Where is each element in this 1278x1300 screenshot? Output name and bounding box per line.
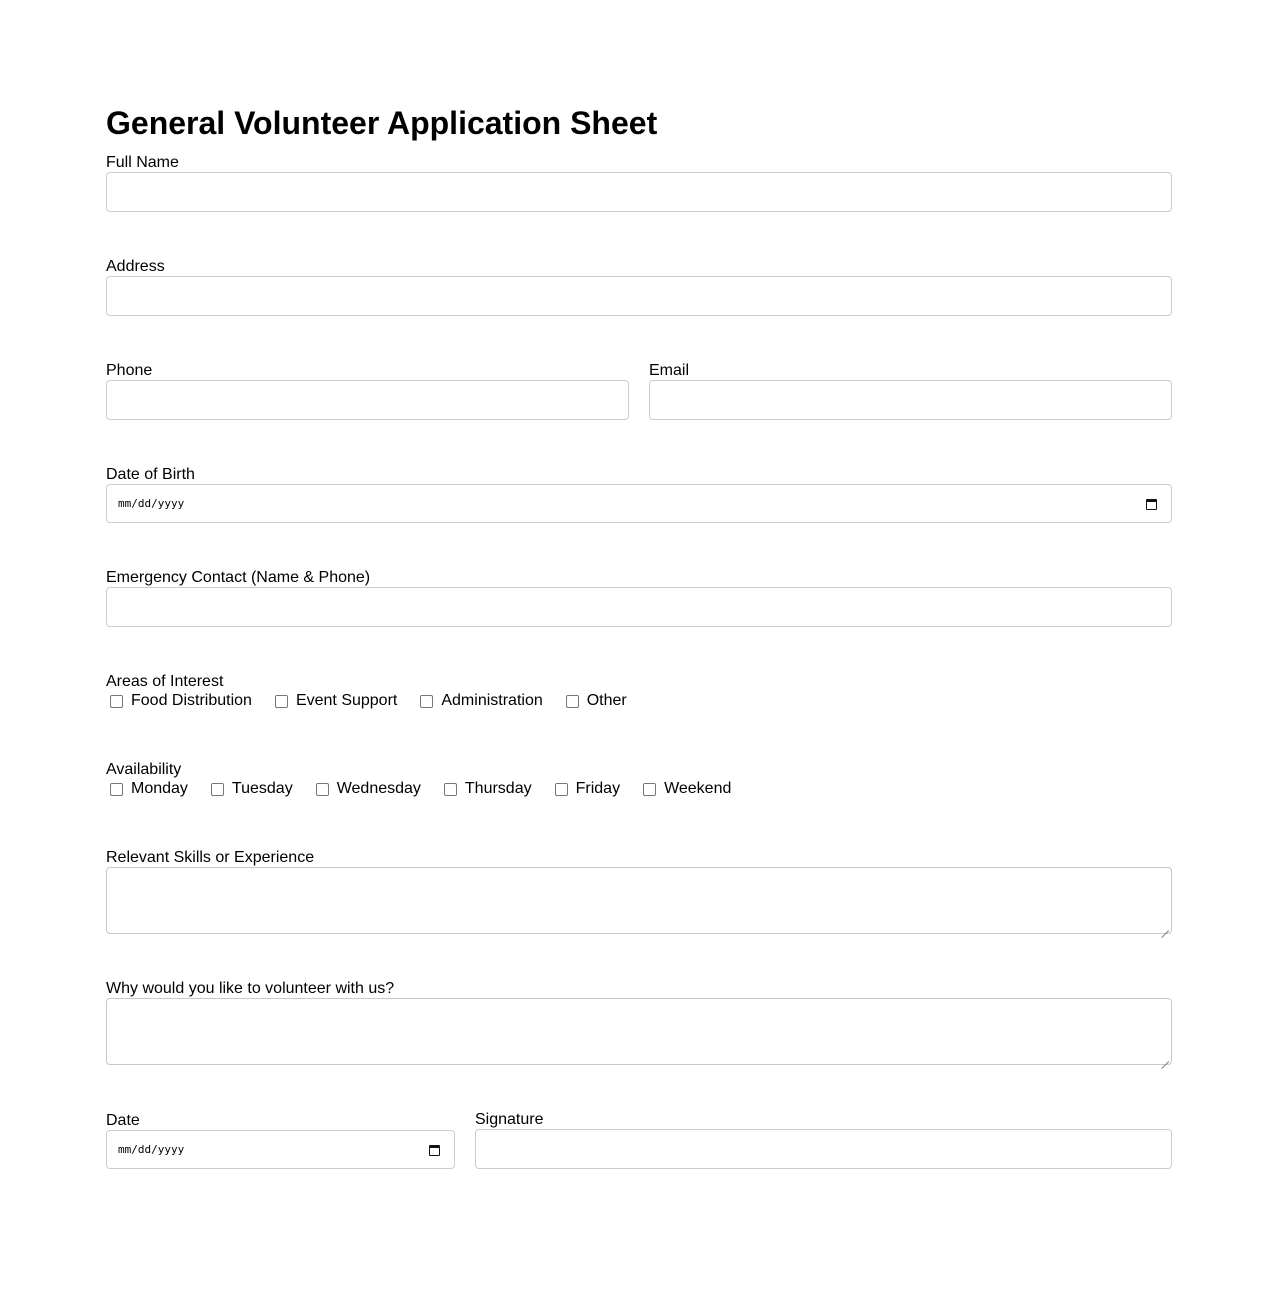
resize-grip-icon[interactable] xyxy=(1161,923,1169,931)
full-name-input[interactable] xyxy=(106,172,1172,212)
emergency-contact-input[interactable] xyxy=(106,587,1172,627)
availability-weekend-label: Weekend xyxy=(664,780,732,797)
interest-event-support[interactable] xyxy=(275,692,397,710)
interests-label: Areas of Interest xyxy=(106,673,224,690)
signature-input[interactable] xyxy=(475,1129,1172,1169)
availability-monday-checkbox[interactable] xyxy=(110,783,123,796)
interest-event-support-checkbox[interactable] xyxy=(275,695,288,708)
why-volunteer-label: Why would you like to volunteer with us? xyxy=(106,980,395,997)
availability-group xyxy=(106,780,754,798)
calendar-icon[interactable] xyxy=(429,1145,440,1156)
email-input[interactable] xyxy=(649,380,1172,420)
dob-label: Date of Birth xyxy=(106,466,195,483)
interest-administration-checkbox[interactable] xyxy=(420,695,433,708)
dob-placeholder: mm/dd/yyyy xyxy=(118,497,185,510)
availability-tuesday[interactable] xyxy=(211,780,293,798)
availability-wednesday-label: Wednesday xyxy=(336,780,421,797)
signature-label: Signature xyxy=(475,1111,544,1128)
interest-administration-label: Administration xyxy=(441,692,543,709)
availability-label: Availability xyxy=(106,761,182,778)
availability-friday-checkbox[interactable] xyxy=(555,783,568,796)
date-placeholder: mm/dd/yyyy xyxy=(118,1143,185,1156)
availability-weekend-checkbox[interactable] xyxy=(643,783,656,796)
emergency-contact-label: Emergency Contact (Name & Phone) xyxy=(106,569,371,586)
availability-friday[interactable] xyxy=(555,780,620,798)
interest-administration[interactable] xyxy=(420,692,542,710)
interest-other-checkbox[interactable] xyxy=(566,695,579,708)
availability-wednesday[interactable] xyxy=(316,780,421,798)
address-label: Address xyxy=(106,258,165,275)
email-label: Email xyxy=(649,362,690,379)
skills-label: Relevant Skills or Experience xyxy=(106,849,315,866)
interest-other-label: Other xyxy=(586,692,627,709)
address-input[interactable] xyxy=(106,276,1172,316)
interest-event-support-label: Event Support xyxy=(295,692,398,709)
interest-food-distribution-label: Food Distribution xyxy=(131,692,252,709)
full-name-label: Full Name xyxy=(106,154,179,171)
skills-textarea[interactable] xyxy=(106,867,1172,934)
availability-thursday-label: Thursday xyxy=(464,780,532,797)
availability-monday[interactable] xyxy=(110,780,188,798)
date-input[interactable] xyxy=(106,1130,455,1169)
page-title: General Volunteer Application Sheet xyxy=(106,105,658,141)
availability-thursday[interactable] xyxy=(444,780,532,798)
resize-grip-icon[interactable] xyxy=(1161,1054,1169,1062)
interest-food-distribution[interactable] xyxy=(110,692,252,710)
dob-input[interactable] xyxy=(106,484,1172,523)
availability-monday-label: Monday xyxy=(131,780,188,797)
availability-tuesday-label: Tuesday xyxy=(231,780,293,797)
availability-thursday-checkbox[interactable] xyxy=(444,783,457,796)
availability-weekend[interactable] xyxy=(643,780,731,798)
date-label: Date xyxy=(106,1112,140,1129)
why-volunteer-textarea[interactable] xyxy=(106,998,1172,1065)
interest-other[interactable] xyxy=(566,692,627,710)
phone-label: Phone xyxy=(106,362,153,379)
interest-food-distribution-checkbox[interactable] xyxy=(110,695,123,708)
availability-wednesday-checkbox[interactable] xyxy=(316,783,329,796)
availability-friday-label: Friday xyxy=(575,780,621,797)
calendar-icon[interactable] xyxy=(1146,499,1157,510)
phone-input[interactable] xyxy=(106,380,629,420)
availability-tuesday-checkbox[interactable] xyxy=(211,783,224,796)
interests-group xyxy=(106,692,650,710)
